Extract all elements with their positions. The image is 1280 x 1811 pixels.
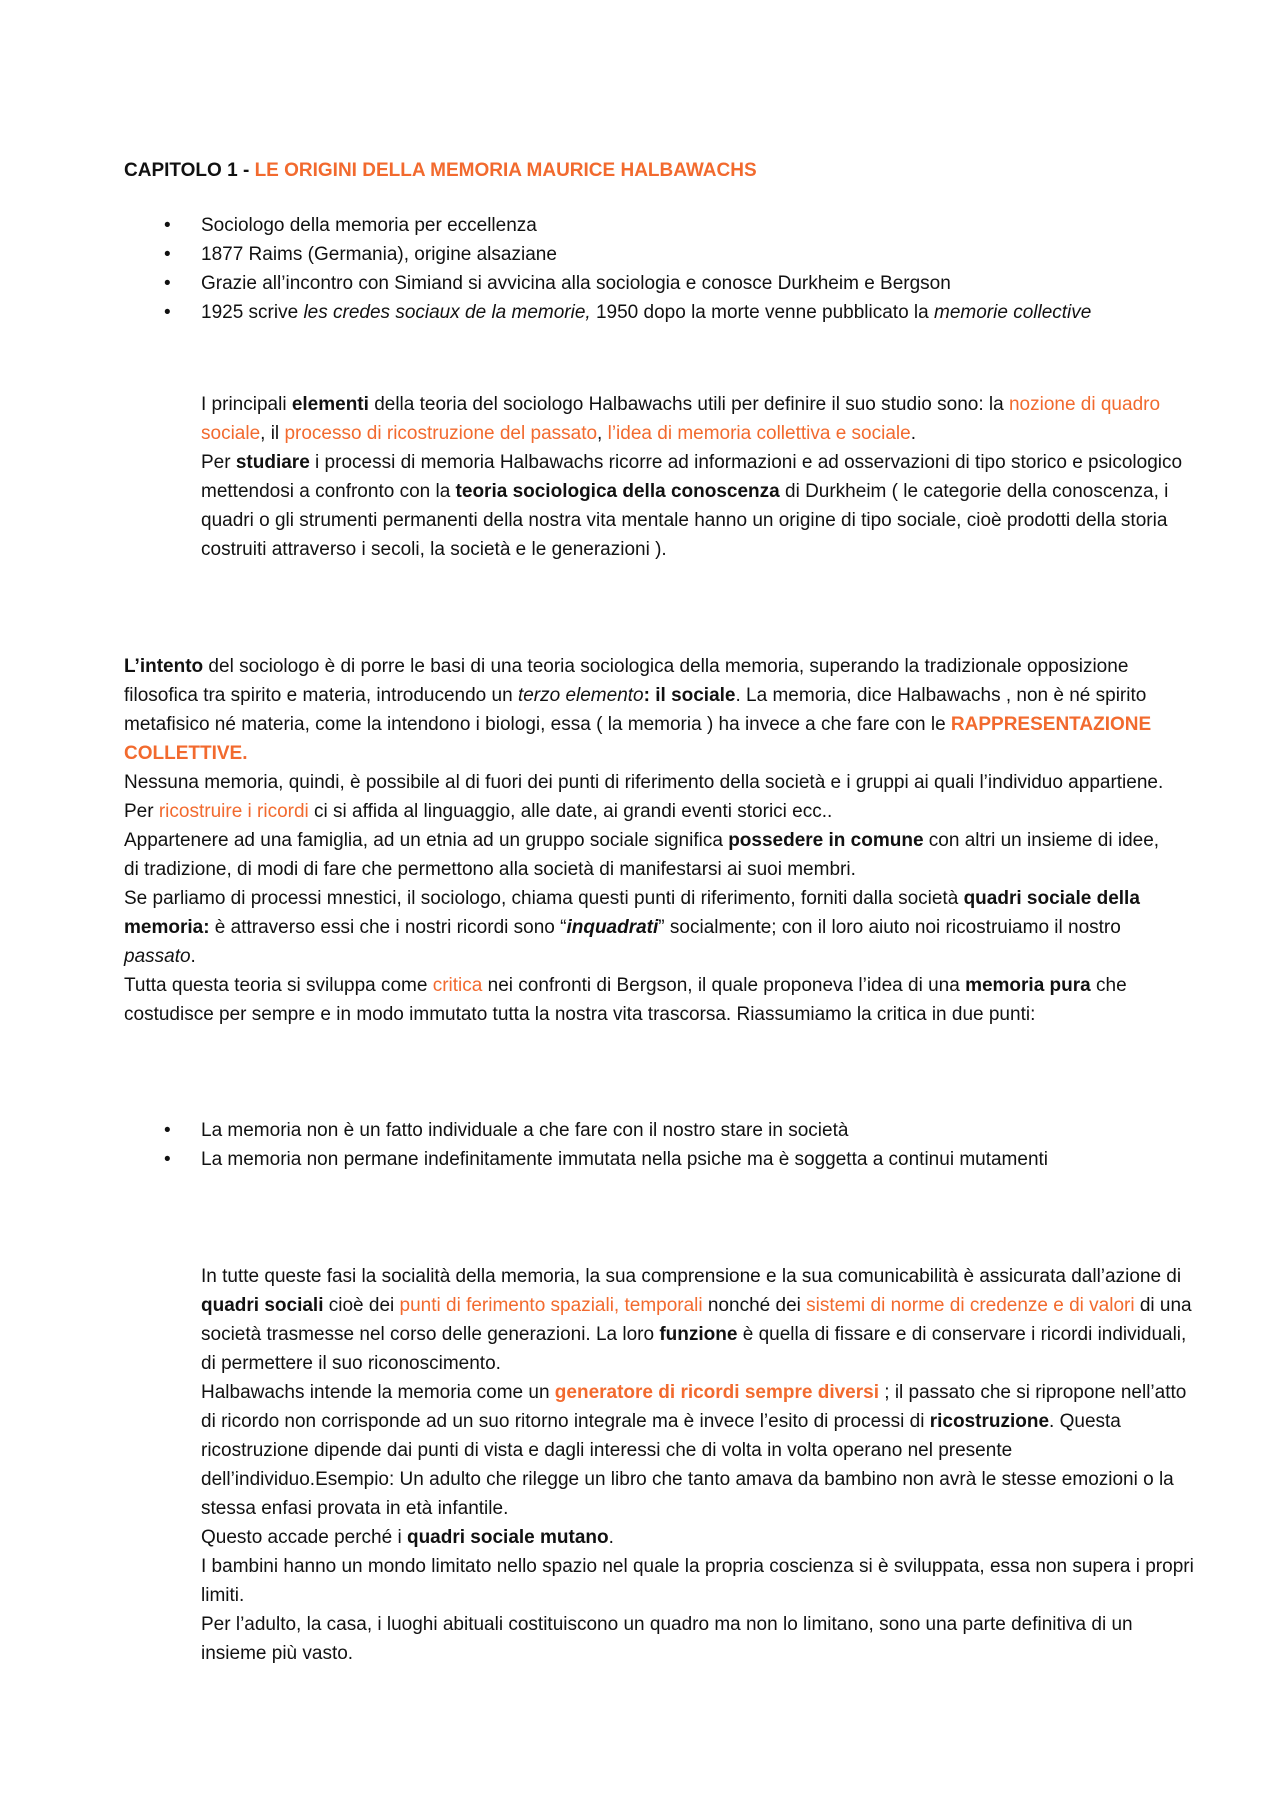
- bullet-icon: •: [164, 273, 171, 294]
- chapter-title-highlight: LE ORIGINI DELLA MEMORIA MAURICE HALBAWACHS: [254, 160, 757, 181]
- chapter-title: [124, 158, 757, 184]
- bullet-icon: •: [164, 215, 171, 236]
- bullet-icon: •: [164, 1120, 171, 1141]
- list-item: • Sociologo della memoria per eccellenza: [124, 211, 1164, 240]
- list-item: • 1877 Raims (Germania), origine alsaziane: [124, 240, 1164, 269]
- paragraph-social-frames: In tutte queste fasi la socialità della memoria, la sua comprensione e la sua comunicabilità è assicurata dall’azione di quadri sociali cioè dei punti di ferimento spaziali, temporali nonché dei sistemi di norme di credenze e di valori di una società trasmesse nel corso delle generazioni. La loro funzione è quella di fissare e di conservare i ricordi individuali, di permettere il suo riconoscimento. Halbawachs intende la memoria come un generatore di ricordi sempre diversi ; il passato che si ripropone nell’atto di ricordo non corrisponde ad un suo ritorno integrale ma è invece l’esito di processi di ricostruzione. Questa ricostruzione dipende dai punti di vista e dagli interessi che di volta in volta operano nel presente dell’individuo.Esempio: Un adulto che rilegge un libro che tanto amava da bambino non avrà le stesse emozioni o la stessa enfasi provata in età infantile. Questo accade perché i quadri sociale mutano. I bambini hanno un mondo limitato nello spazio nel quale la propria coscienza si è sviluppata, essa non supera i propri limiti. Per l’adulto, la casa, i luoghi abituali costituiscono un quadro ma non lo limitano, sono una parte definitiva di un insieme più vasto.: [201, 1266, 1194, 1664]
- bullet-list-biography: [124, 211, 1164, 327]
- list-item: • La memoria non permane indefinitamente immutata nella psiche ma è soggetta a continui mutamenti: [124, 1145, 1164, 1174]
- paragraph-elements: I principali elementi della teoria del sociologo Halbawachs utili per definire il suo studio sono: la nozione di quadro sociale, il processo di ricostruzione del passato, l’idea di memoria collettiva e sociale. Per studiare i processi di memoria Halbawachs ricorre ad informazioni e ad osservazioni di tipo storico e psicologico mettendosi a confronto con la teoria sociologica della conoscenza di Durkheim ( le categorie della conoscenza, i quadri o gli strumenti permanenti della nostra vita mentale hanno un origine di tipo sociale, cioè prodotti della storia costruiti attraverso i secoli, la società e le generazioni ).: [201, 394, 1183, 560]
- list-item: • 1925 scrive les credes sociaux de la memorie, 1950 dopo la morte venne pubblicato la memorie collective: [124, 298, 1164, 327]
- bullet-list-critique: [124, 1116, 1164, 1174]
- chapter-title-prefix: CAPITOLO 1 -: [124, 160, 255, 181]
- paragraph-intent: L’intento del sociologo è di porre le basi di una teoria sociologica della memoria, superando la tradizionale opposizione filosofica tra spirito e materia, introducendo un terzo elemento: il sociale. La memoria, dice Halbawachs , non è né spirito metafisico né materia, come la intendono i biologi, essa ( la memoria ) ha invece a che fare con le RAPPRESENTAZIONE COLLETTIVE. Nessuna memoria, quindi, è possibile al di fuori dei punti di riferimento della società e i gruppi ai quali l’individuo appartiene. Per ricostruire i ricordi ci si affida al linguaggio, alle date, ai grandi eventi storici ecc.. Appartenere ad una famiglia, ad un etnia ad un gruppo sociale significa possedere in comune con altri un insieme di idee, di tradizione, di modi di fare che permettono alla società di manifestarsi ai suoi membri. Se parliamo di processi mnestici, il sociologo, chiama questi punti di riferimento, forniti dalla società quadri sociale della memoria: è attraverso essi che i nostri ricordi sono “inquadrati” socialmente; con il loro aiuto noi ricostruiamo il nostro passato. Tutta questa teoria si sviluppa come critica nei confronti di Bergson, il quale proponeva l’idea di una memoria pura che costudisce per sempre e in modo immutato tutta la nostra vita trascorsa. Riassumiamo la critica in due punti:: [124, 656, 1164, 1025]
- bullet-icon: •: [164, 302, 171, 323]
- list-item: • Grazie all’incontro con Simiand si avvicina alla sociologia e conosce Durkheim e Bergson: [124, 269, 1164, 298]
- bullet-icon: •: [164, 244, 171, 265]
- list-item: • La memoria non è un fatto individuale a che fare con il nostro stare in società: [124, 1116, 1164, 1145]
- bullet-icon: •: [164, 1149, 171, 1170]
